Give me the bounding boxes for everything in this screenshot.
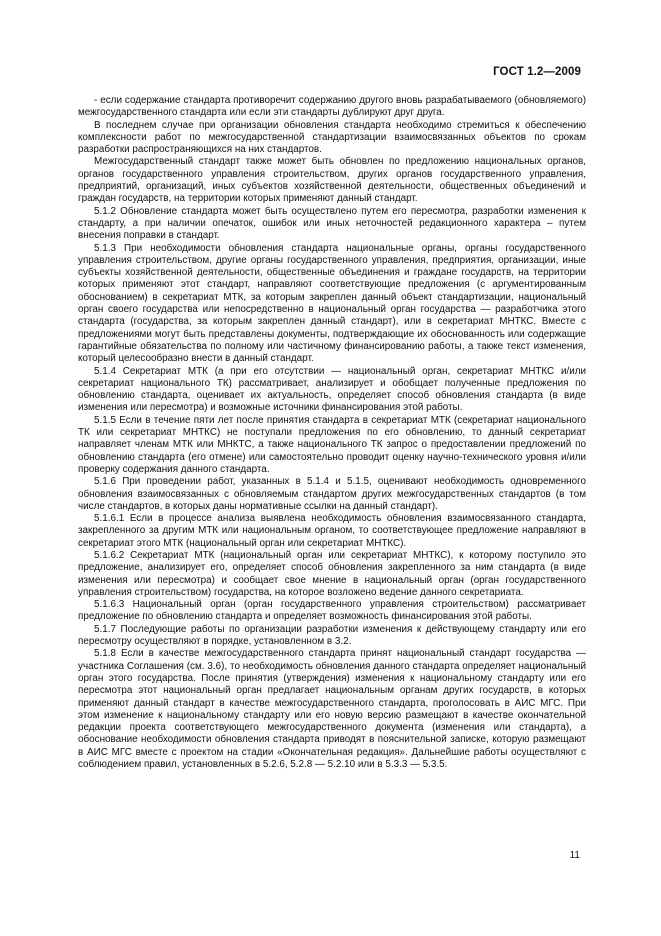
paragraph: - если содержание стандарта противоречит содержанию другого вновь разрабатываемого (обновляемого) межгосударственного стандарта или если эти стандарты дублируют друг друга. (78, 95, 586, 119)
clause-5-1-3: 5.1.3 При необходимости обновления стандарта национальные органы, органы государственного управления строительством, другие органы государственного управления, предприятия, организации, иные субъекты хозяйственной деятельности, общественные объединения и граждане государств, на территории которых применяют этот стандарт, направляют соответствующие предложения (с аргументированным обоснованием) в секретариат МТК, за которым закреплен данный объект стандартизации, национальный орган своего государства или непосредственно в национальный орган государства — разработчика этого стандарта (государства, за которым закреплен данный стандарт), или в секретариат МНТКС. Вместе с предложениями могут быть представлены документы, подтверждающие их обоснованность или содержащие гарантийные обязательства по полному или частичному финансированию работы, а также текст изменения, который целесообразно внести в данный стандарт. (78, 242, 586, 365)
paragraph: В последнем случае при организации обновления стандарта необходимо стремиться к обеспечению комплексности работ по межгосударственной стандартизации взаимосвязанных объектов по срокам разработки распространяющихся на них стандартов. (78, 119, 586, 156)
document-code-header: ГОСТ 1.2—2009 (493, 66, 581, 78)
clause-5-1-2: 5.1.2 Обновление стандарта может быть осуществлено путем его пересмотра, разработки изменения к стандарту, а при наличии опечаток, ошибок или иных неточностей редакционного характера – путем внесения поправки в стандарт. (78, 205, 586, 242)
page-number: 11 (569, 850, 580, 861)
clause-5-1-8: 5.1.8 Если в качестве межгосударственного стандарта принят национальный стандарт государства — участника Соглашения (см. 3.6), то необходимость обновления данного стандарта определяет национальный орган этого государства. После принятия (утверждения) изменения к национальному стандарту или его пересмотра этот национальный орган предлагает национальным органам других государств, в которых применяют данный стандарт в качестве межгосударственного стандарта, проголосовать в АИС МГС. При этом изменение к национальному стандарту или его новую версию размещают в качестве окончательной редакции проекта соответствующего межгосударственного документа (изменения или стандарта), а обоснование необходимости обновления стандарта приводят в пояснительной записке, которую размещают в АИС МГС вместе с проектом на стадии «Окончательная редакция». Дальнейшие работы осуществляют с соблюдением правил, установленных в 5.2.6, 5.2.8 — 5.2.10 или в 5.3.3 — 5.3.5. (78, 648, 586, 771)
clause-5-1-6: 5.1.6 При проведении работ, указанных в 5.1.4 и 5.1.5, оценивают необходимость одновременного обновления взаимосвязанных с обновляемым стандартом других межгосударственных стандартов (в том числе стандартов, в которых даны нормативные ссылки на данный стандарт). (78, 476, 586, 512)
paragraph: Межгосударственный стандарт также может быть обновлен по предложению национальных органов, органов государственного управления строительством, других органов государственного управления, предприятий, организаций, иных субъектов хозяйственной деятельности, общественных объединений и граждан государств, на территории которых применяют данный стандарт. (78, 156, 586, 205)
clause-5-1-5: 5.1.5 Если в течение пяти лет после принятия стандарта в секретариат МТК (секретариат национального ТК или секретариат МНТКС) не поступали предложения по его обновлению, то данный секретариат направляет членам МТК или МНКТС, а также национального ТК запрос о предоставлении предложений по обновлению стандарта (его отмене) или самостоятельно проводит оценку научно-технического уровня и/или проверку содержания данного стандарта. (78, 414, 586, 475)
clause-5-1-6-1: 5.1.6.1 Если в процессе анализа выявлена необходимость обновления взаимосвязанного стандарта, закрепленного за другим МТК или национальным органом, то соответствующее предложение направляют в секретариат этого МТК (национальный орган или секретариат МНТКС). (78, 513, 586, 549)
clause-5-1-4: 5.1.4 Секретариат МТК (а при его отсутствии — национальный орган, секретариат МНТКС и/или секретариат национального ТК) рассматривает, анализирует и обобщает полученные предложения по обновлению стандарта, оценивает их актуальность, определяет способ обновления стандарта (в виде изменения или пересмотра) и возможные источники финансирования этой работы. (78, 365, 586, 414)
document-body (78, 95, 586, 771)
clause-5-1-7: 5.1.7 Последующие работы по организации разработки изменения к действующему стандарту или его пересмотру осуществляют в порядке, установленном в 3.2. (78, 623, 586, 648)
clause-5-1-6-3: 5.1.6.3 Национальный орган (орган государственного управления строительством) рассматривает предложение по обновлению стандарта и определяет возможность финансирования этой работы. (78, 599, 586, 623)
clause-5-1-6-2: 5.1.6.2 Секретариат МТК (национальный орган или секретариат МНТКС), к которому поступило это предложение, анализирует его, определяет способ обновления закрепленного за ним стандарта (в виде изменения или пересмотра) и сообщает свое мнение в национальный орган (орган государственного управления строительством) государства, на которое возложено ведение данного секретариата. (78, 549, 586, 598)
